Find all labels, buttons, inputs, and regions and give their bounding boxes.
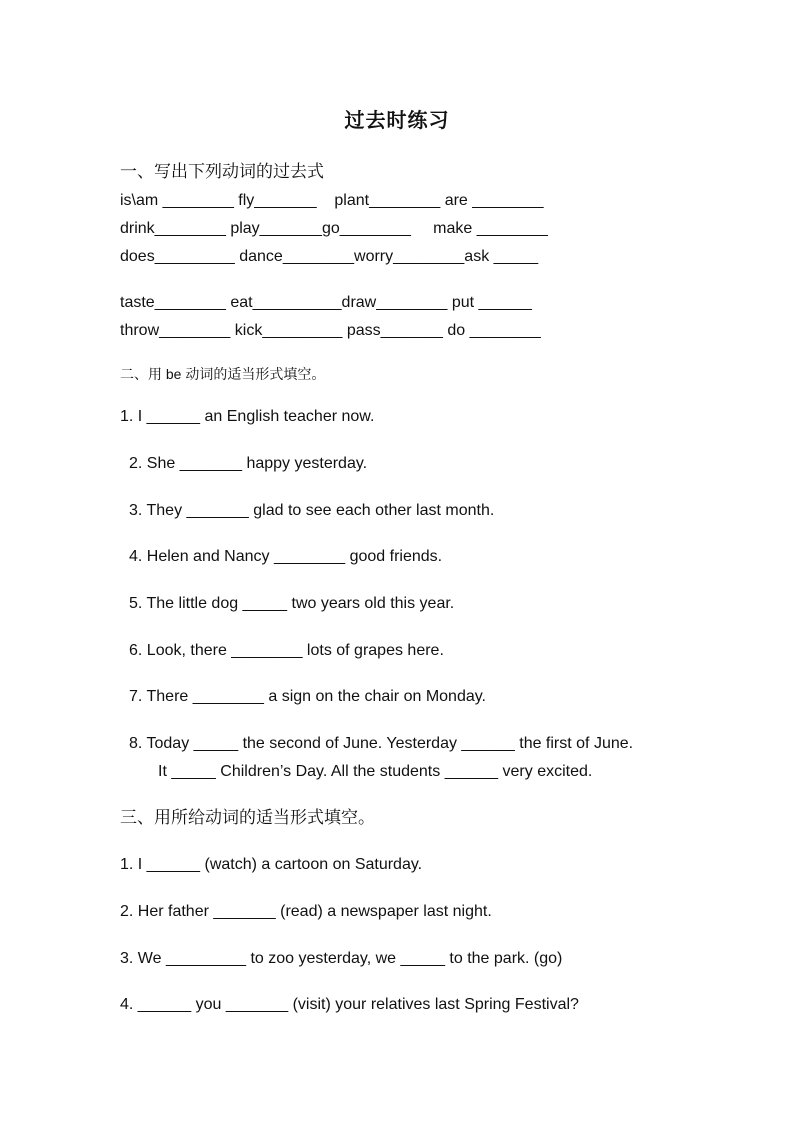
be-item-4: 4. Helen and Nancy ________ good friends. [129,548,443,565]
page-title: 过去时练习 [344,110,450,132]
verb-row-2: drink________ play_______go________ make ________ [120,220,548,237]
verb-form-item-2: 2. Her father _______ (read) a newspaper last night. [120,903,492,920]
verb-row-4: taste________ eat__________draw________ put ______ [120,294,532,311]
section3-heading: 三、用所给动词的适当形式填空。 [120,808,375,827]
be-item-8-continued: It _____ Children’s Day. All the students ______ very excited. [158,763,593,780]
be-item-2: 2. She _______ happy yesterday. [129,455,368,472]
verb-row-3: does_________ dance________worry________ask _____ [120,248,539,265]
be-item-8: 8. Today _____ the second of June. Yesterday ______ the first of June. [129,735,634,752]
be-item-7: 7. There ________ a sign on the chair on Monday. [129,688,486,705]
verb-row-5: throw________ kick_________ pass_______ do ________ [120,322,541,339]
verb-form-item-1: 1. I ______ (watch) a cartoon on Saturday. [120,856,423,873]
section1-heading: 一、写出下列动词的过去式 [120,162,324,181]
section2-heading: 二、用 be 动词的适当形式填空。 [120,366,326,382]
verb-form-item-4: 4. ______ you _______ (visit) your relatives last Spring Festival? [120,996,579,1013]
be-item-5: 5. The little dog _____ two years old this year. [129,595,455,612]
be-item-3: 3. They _______ glad to see each other last month. [129,502,495,519]
verb-form-item-3: 3. We _________ to zoo yesterday, we _____ to the park. (go) [120,950,563,967]
be-item-1: 1. I ______ an English teacher now. [120,408,375,425]
be-item-6: 6. Look, there ________ lots of grapes here. [129,642,444,659]
verb-row-1: is\am ________ fly_______ plant________ are ________ [120,192,544,209]
